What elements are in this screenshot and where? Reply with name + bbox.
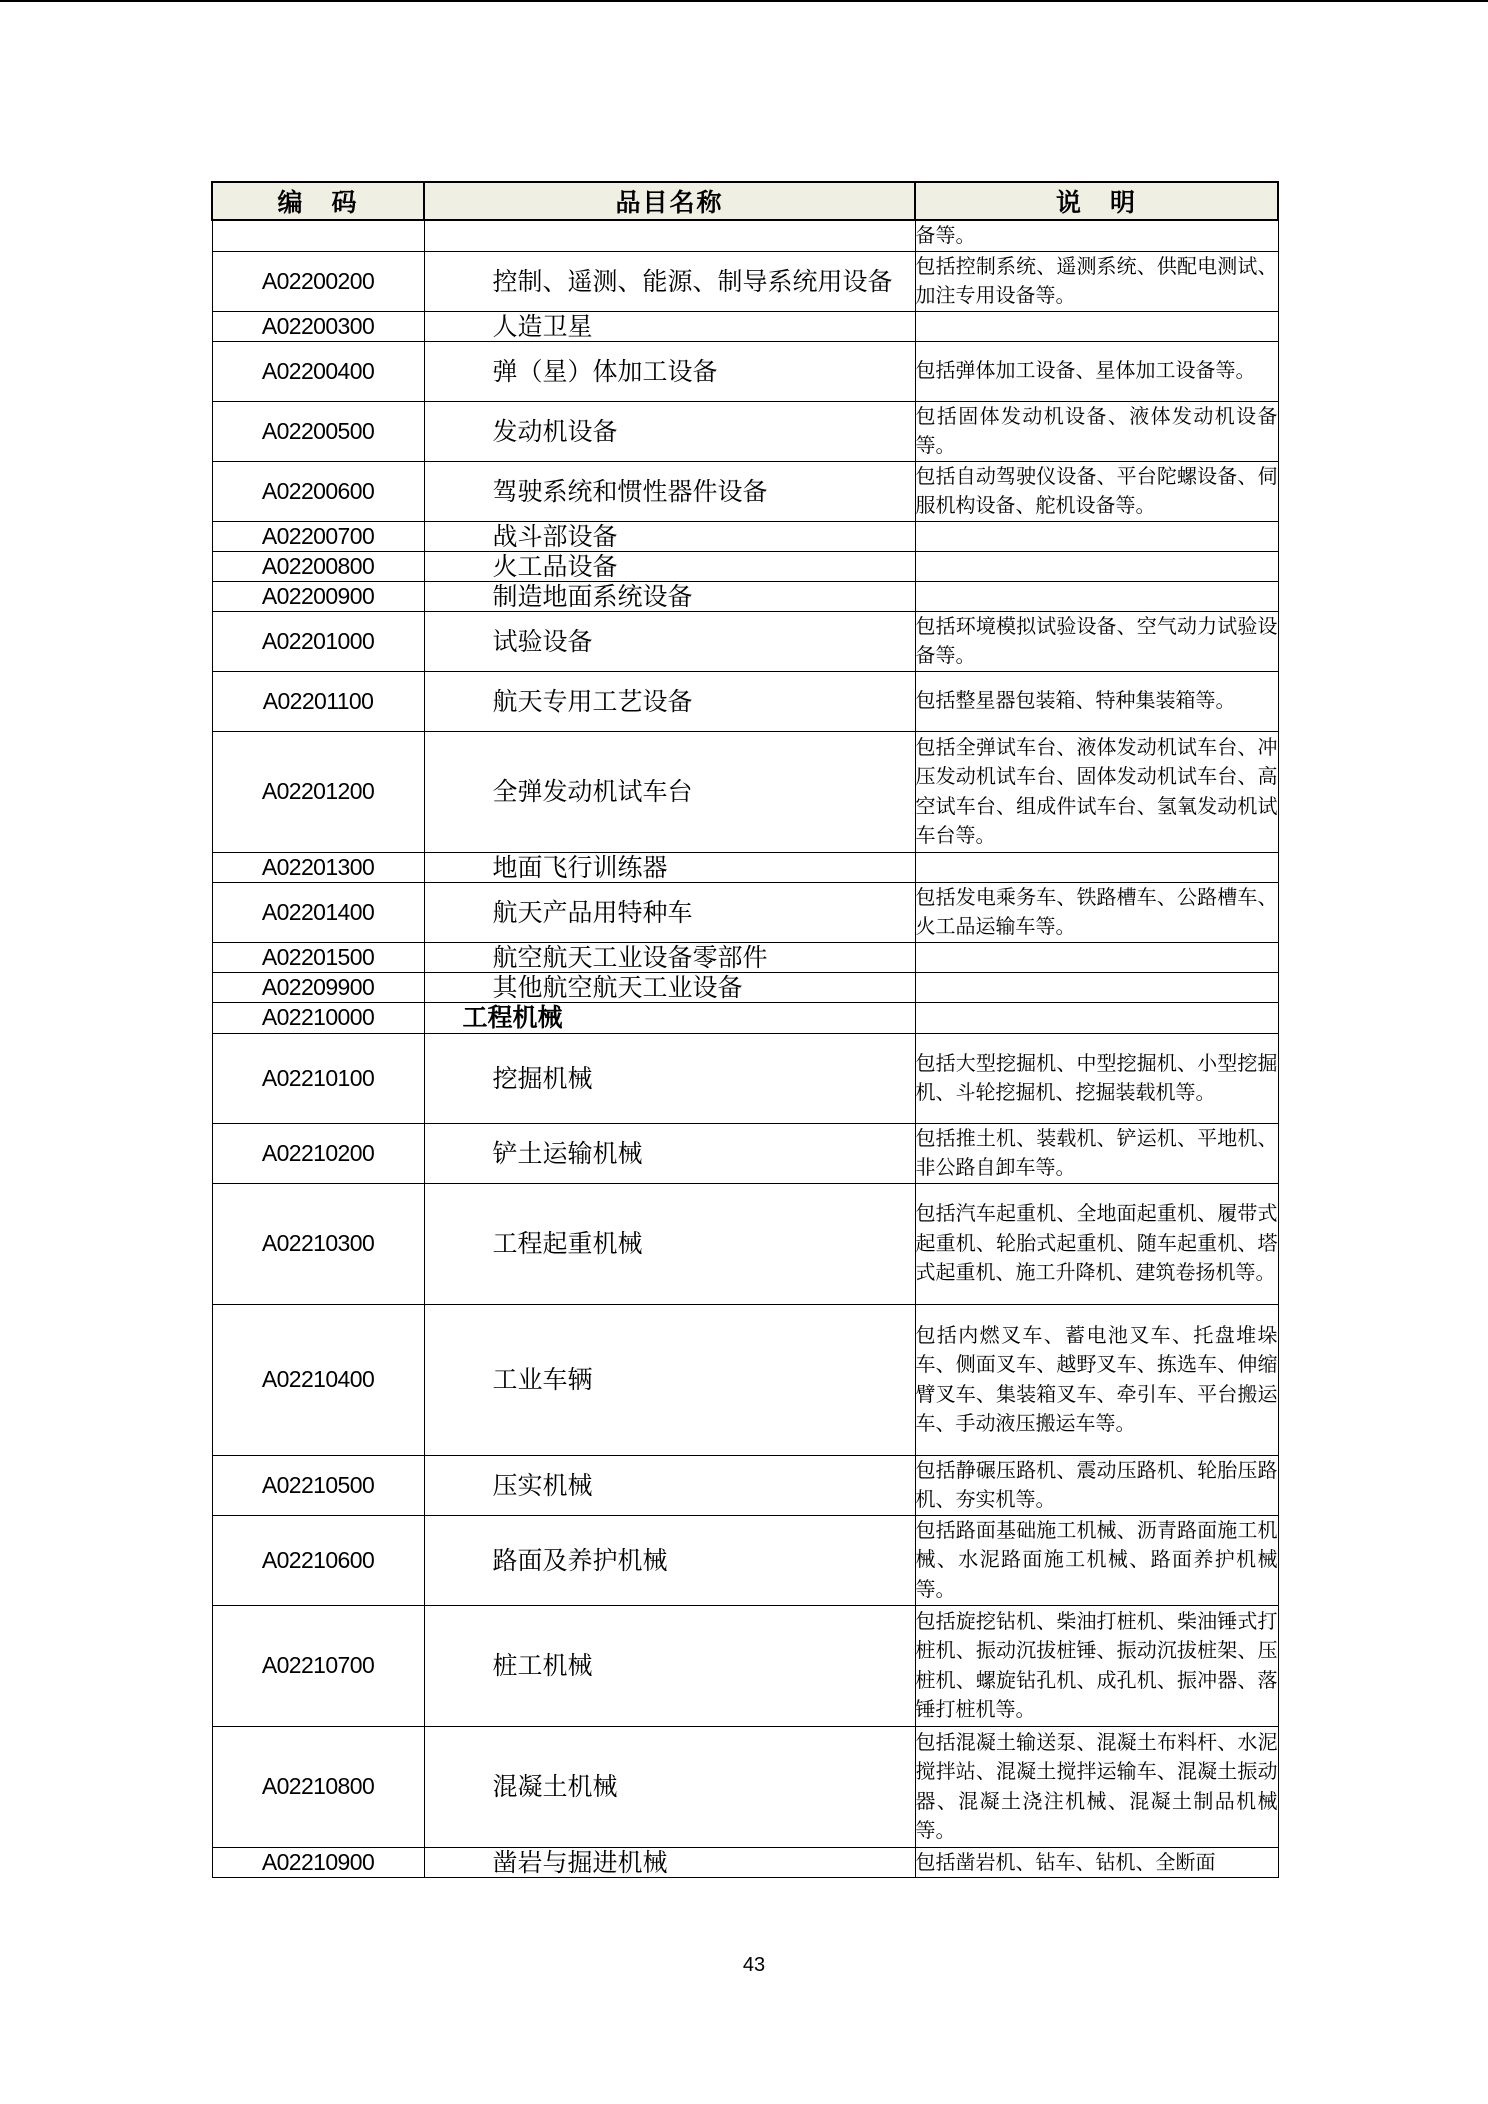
row-description bbox=[915, 581, 1278, 611]
row-name: 工程起重机械 bbox=[492, 1229, 643, 1258]
page-number: 43 bbox=[742, 1954, 766, 1976]
row-description: 包括路面基础施工机械、沥青路面施工机械、水泥路面施工机械、路面养护机械等。 bbox=[915, 1515, 1278, 1605]
table-row bbox=[212, 611, 1278, 671]
row-name-cell bbox=[424, 1033, 915, 1123]
header-name: 品目名称 bbox=[424, 182, 915, 220]
row-code bbox=[212, 220, 424, 251]
table-row bbox=[212, 731, 1278, 852]
table-row bbox=[212, 220, 1278, 251]
row-name: 工程机械 bbox=[462, 1003, 563, 1032]
table-row bbox=[212, 942, 1278, 972]
row-name: 人造卫星 bbox=[492, 311, 593, 341]
row-description bbox=[915, 852, 1278, 882]
row-name-cell bbox=[424, 1847, 915, 1878]
row-name: 驾驶系统和惯性器件设备 bbox=[492, 476, 768, 506]
row-description: 包括自动驾驶仪设备、平台陀螺设备、伺服机构设备、舵机设备等。 bbox=[915, 461, 1278, 521]
row-description: 包括推土机、装载机、铲运机、平地机、非公路自卸车等。 bbox=[915, 1123, 1278, 1183]
table-row bbox=[212, 311, 1278, 341]
row-name-cell bbox=[424, 671, 915, 731]
row-description: 备等。 bbox=[915, 220, 1278, 251]
row-description: 包括整星器包装箱、特种集装箱等。 bbox=[915, 671, 1278, 731]
row-name-cell bbox=[424, 882, 915, 942]
row-code: A02200800 bbox=[212, 551, 424, 581]
row-code: A02201100 bbox=[212, 671, 424, 731]
row-code: A02210100 bbox=[212, 1033, 424, 1123]
row-name-cell bbox=[424, 852, 915, 882]
row-name-cell bbox=[424, 341, 915, 401]
row-name: 航天产品用特种车 bbox=[492, 897, 693, 927]
table-row bbox=[212, 1847, 1278, 1878]
table-row bbox=[212, 1123, 1278, 1183]
row-code: A02201000 bbox=[212, 611, 424, 671]
row-name: 其他航空航天工业设备 bbox=[492, 972, 743, 1002]
table-row bbox=[212, 1033, 1278, 1123]
row-description bbox=[915, 972, 1278, 1002]
row-name: 铲土运输机械 bbox=[492, 1138, 643, 1168]
row-code: A02201500 bbox=[212, 942, 424, 972]
table-row bbox=[212, 671, 1278, 731]
row-code: A02200200 bbox=[212, 251, 424, 311]
row-name-cell bbox=[424, 1123, 915, 1183]
row-description: 包括发电乘务车、铁路槽车、公路槽车、火工品运输车等。 bbox=[915, 882, 1278, 942]
row-code: A02200600 bbox=[212, 461, 424, 521]
row-name: 挖掘机械 bbox=[492, 1063, 593, 1093]
row-description: 包括汽车起重机、全地面起重机、履带式起重机、轮胎式起重机、随车起重机、塔式起重机、施工升降机、建筑卷扬机等。 bbox=[915, 1183, 1278, 1304]
row-code: A02210800 bbox=[212, 1726, 424, 1847]
row-code: A02201300 bbox=[212, 852, 424, 882]
row-name: 航空航天工业设备零部件 bbox=[492, 942, 768, 972]
table-body bbox=[212, 220, 1278, 1878]
row-name-cell bbox=[424, 972, 915, 1002]
table-row bbox=[212, 551, 1278, 581]
row-description: 包括内燃叉车、蓄电池叉车、托盘堆垛车、侧面叉车、越野叉车、拣选车、伸缩臂叉车、集装箱叉车、牵引车、平台搬运车、手动液压搬运车等。 bbox=[915, 1304, 1278, 1455]
row-code: A02201400 bbox=[212, 882, 424, 942]
row-code: A02210400 bbox=[212, 1304, 424, 1455]
table-row bbox=[212, 972, 1278, 1002]
row-code: A02210900 bbox=[212, 1847, 424, 1878]
row-name-cell bbox=[424, 220, 915, 251]
row-name: 控制、遥测、能源、制导系统用设备 bbox=[492, 266, 893, 296]
row-name: 试验设备 bbox=[492, 626, 593, 656]
row-name: 弹（星）体加工设备 bbox=[492, 356, 718, 386]
row-code: A02210200 bbox=[212, 1123, 424, 1183]
row-name-cell bbox=[424, 1726, 915, 1847]
row-code: A02200900 bbox=[212, 581, 424, 611]
row-name-cell bbox=[424, 1605, 915, 1726]
row-name-cell bbox=[424, 942, 915, 972]
row-description: 包括环境模拟试验设备、空气动力试验设备等。 bbox=[915, 611, 1278, 671]
row-name-cell bbox=[424, 311, 915, 341]
row-code: A02200300 bbox=[212, 311, 424, 341]
row-description: 包括静碾压路机、震动压路机、轮胎压路机、夯实机等。 bbox=[915, 1455, 1278, 1515]
row-name: 工业车辆 bbox=[492, 1365, 593, 1394]
row-code: A02210500 bbox=[212, 1455, 424, 1515]
row-name-cell bbox=[424, 1515, 915, 1605]
row-description bbox=[915, 551, 1278, 581]
row-name: 桩工机械 bbox=[492, 1651, 593, 1680]
row-code: A02210300 bbox=[212, 1183, 424, 1304]
row-description: 包括旋挖钻机、柴油打桩机、柴油锤式打桩机、振动沉拔桩锤、振动沉拔桩架、压桩机、螺旋钻孔机、成孔机、振冲器、落锤打桩机等。 bbox=[915, 1605, 1278, 1726]
table-row bbox=[212, 1726, 1278, 1847]
row-name: 火工品设备 bbox=[492, 551, 618, 581]
table-row bbox=[212, 1605, 1278, 1726]
row-name-cell bbox=[424, 551, 915, 581]
page-top-border bbox=[0, 0, 1488, 2]
table-row bbox=[212, 1002, 1278, 1033]
table-row bbox=[212, 1515, 1278, 1605]
row-code: A02210700 bbox=[212, 1605, 424, 1726]
table-row bbox=[212, 1455, 1278, 1515]
row-name: 混凝土机械 bbox=[492, 1772, 618, 1801]
row-name-cell bbox=[424, 461, 915, 521]
row-name: 压实机械 bbox=[492, 1470, 593, 1500]
row-code: A02210000 bbox=[212, 1002, 424, 1033]
row-name-cell bbox=[424, 731, 915, 852]
row-description: 包括弹体加工设备、星体加工设备等。 bbox=[915, 341, 1278, 401]
row-description: 包括凿岩机、钻车、钻机、全断面 bbox=[915, 1847, 1278, 1878]
table-row bbox=[212, 401, 1278, 461]
table-row bbox=[212, 251, 1278, 311]
row-description: 包括固体发动机设备、液体发动机设备等。 bbox=[915, 401, 1278, 461]
row-name-cell bbox=[424, 521, 915, 551]
table-row bbox=[212, 1304, 1278, 1455]
table-row bbox=[212, 852, 1278, 882]
row-name: 发动机设备 bbox=[492, 416, 618, 446]
row-code: A02200400 bbox=[212, 341, 424, 401]
row-name-cell bbox=[424, 581, 915, 611]
row-description bbox=[915, 942, 1278, 972]
row-name-cell bbox=[424, 611, 915, 671]
row-name: 凿岩与掘进机械 bbox=[492, 1847, 668, 1877]
row-code: A02209900 bbox=[212, 972, 424, 1002]
row-name-cell bbox=[424, 401, 915, 461]
row-name: 路面及养护机械 bbox=[492, 1545, 668, 1575]
table-row bbox=[212, 1183, 1278, 1304]
row-name-cell bbox=[424, 1183, 915, 1304]
table-row bbox=[212, 581, 1278, 611]
row-description: 包括全弹试车台、液体发动机试车台、冲压发动机试车台、固体发动机试车台、高空试车台、组成件试车台、氢氧发动机试车台等。 bbox=[915, 731, 1278, 852]
row-code: A02200500 bbox=[212, 401, 424, 461]
row-description bbox=[915, 1002, 1278, 1033]
row-name: 全弹发动机试车台 bbox=[492, 777, 693, 806]
row-description bbox=[915, 311, 1278, 341]
row-code: A02210600 bbox=[212, 1515, 424, 1605]
row-description: 包括大型挖掘机、中型挖掘机、小型挖掘机、斗轮挖掘机、挖掘装载机等。 bbox=[915, 1033, 1278, 1123]
row-name-cell bbox=[424, 1455, 915, 1515]
header-row bbox=[212, 182, 1278, 220]
row-code: A02200700 bbox=[212, 521, 424, 551]
table-row bbox=[212, 521, 1278, 551]
row-name-cell bbox=[424, 1304, 915, 1455]
row-description bbox=[915, 521, 1278, 551]
row-name-cell bbox=[424, 1002, 915, 1033]
header-code: 编 码 bbox=[212, 182, 424, 220]
table-row bbox=[212, 882, 1278, 942]
header-description: 说 明 bbox=[915, 182, 1278, 220]
table-row bbox=[212, 461, 1278, 521]
row-name: 制造地面系统设备 bbox=[492, 581, 693, 611]
catalog-table bbox=[211, 181, 1279, 1878]
row-name-cell bbox=[424, 251, 915, 311]
row-description: 包括混凝土输送泵、混凝土布料杆、水泥搅拌站、混凝土搅拌运输车、混凝土振动器、混凝土浇注机械、混凝土制品机械等。 bbox=[915, 1726, 1278, 1847]
row-name: 航天专用工艺设备 bbox=[492, 686, 693, 716]
row-description: 包括控制系统、遥测系统、供配电测试、加注专用设备等。 bbox=[915, 251, 1278, 311]
table-row bbox=[212, 341, 1278, 401]
row-code: A02201200 bbox=[212, 731, 424, 852]
row-name: 地面飞行训练器 bbox=[492, 852, 668, 882]
row-name: 战斗部设备 bbox=[492, 521, 618, 551]
